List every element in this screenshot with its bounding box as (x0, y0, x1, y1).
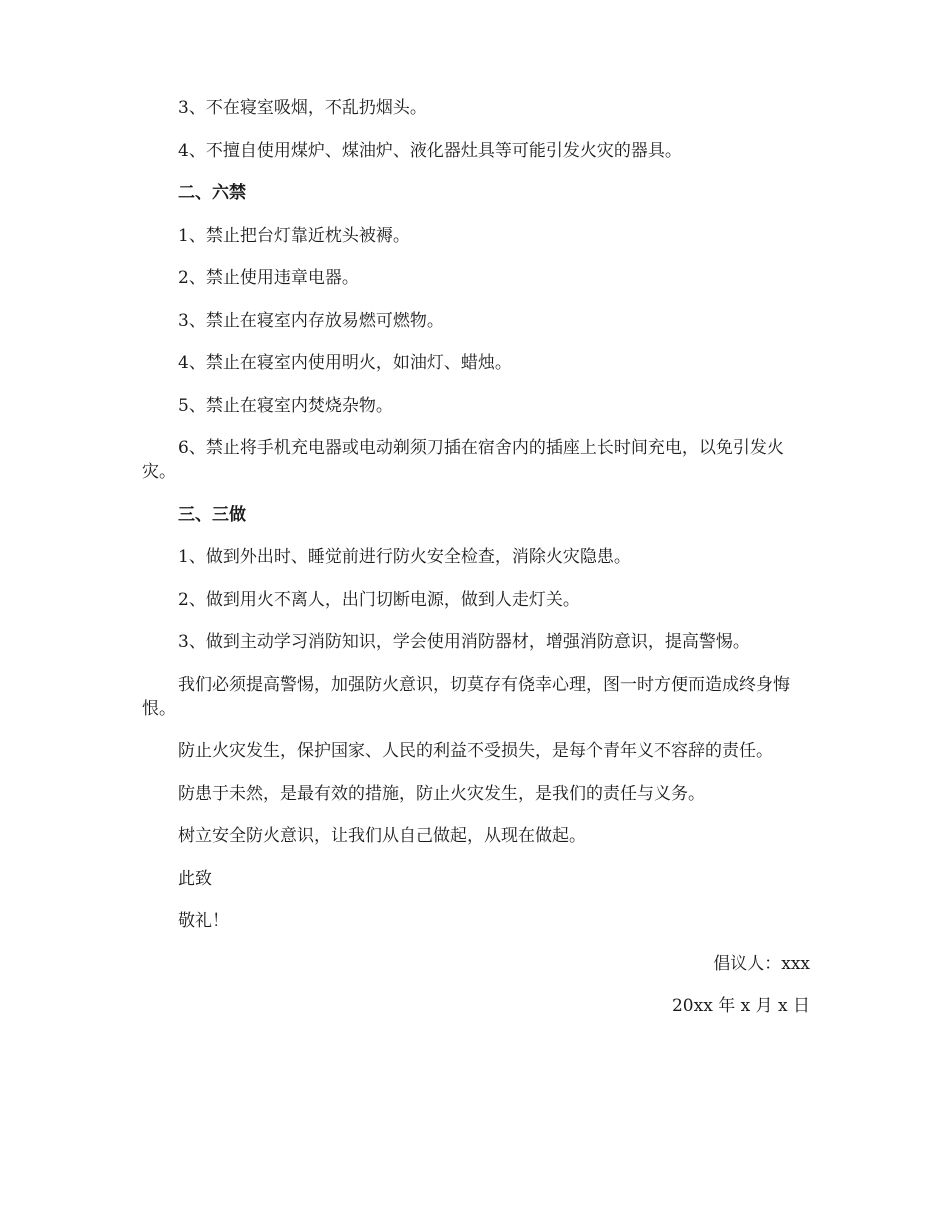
prohibition-item-1: 1、禁止把台灯靠近枕头被褥。 (178, 225, 410, 246)
prohibition-item-3: 3、禁止在寝室内存放易燃可燃物。 (178, 310, 444, 331)
salutation-jingli: 敬礼！ (178, 911, 229, 931)
closing-paragraph-4: 树立安全防火意识，让我们从自己做起，从现在做起。 (178, 826, 586, 846)
prohibition-item-2: 2、禁止使用违章电器。 (178, 268, 359, 288)
signature-date: 20xx 年 x 月 x 日 (671, 996, 810, 1016)
do-item-3: 3、做到主动学习消防知识，学会使用消防器材，增强消防意识，提高警惕。 (178, 632, 750, 652)
prohibition-item-5: 5、禁止在寝室内焚烧杂物。 (178, 395, 393, 416)
rule-item-4: 4、不擅自使用煤炉、煤油炉、液化器灶具等可能引发火灾的器具。 (178, 140, 682, 161)
salutation-cizhi: 此致 (178, 868, 212, 889)
prohibition-item-6: 6、禁止将手机充电器或电动剃须刀插在宿舍内的插座上长时间充电，以免引发火灾。 (142, 438, 784, 482)
closing-paragraph-2: 防止火灾发生，保护国家、人民的利益不受损失，是每个青年义不容辞的责任。 (178, 741, 773, 761)
section-heading-six-prohibitions: 二、六禁 (178, 183, 246, 203)
signature-proposer: 倡议人：xxx (713, 953, 810, 974)
do-item-1: 1、做到外出时、睡觉前进行防火安全检查，消除火灾隐患。 (178, 547, 631, 567)
section-heading-three-dos: 三、三做 (178, 504, 246, 525)
do-item-2: 2、做到用火不离人，出门切断电源，做到人走灯关。 (178, 589, 580, 610)
closing-paragraph-3: 防患于未然，是最有效的措施，防止火灾发生，是我们的责任与义务。 (178, 783, 705, 804)
closing-paragraph-1: 我们必须提高警惕，加强防火意识，切莫存有侥幸心理，图一时方便而造成终身悔恨。 (142, 674, 790, 719)
document-body (142, 96, 810, 1037)
rule-item-3: 3、不在寝室吸烟，不乱扔烟头。 (178, 98, 427, 118)
prohibition-item-4: 4、禁止在寝室内使用明火，如油灯、蜡烛。 (178, 353, 512, 373)
